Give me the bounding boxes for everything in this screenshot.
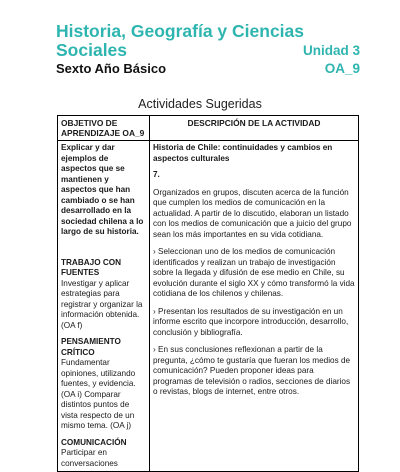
skill-title-communication: COMUNICACIÓN (61, 437, 127, 447)
table-header-row (58, 116, 359, 141)
skill-text-sources: Investigar y aplicar estrategias para registrar y organizar la información obtenida. (OA f) (61, 278, 143, 330)
skill-title-critical-thinking: PENSAMIENTO CRÍTICO (61, 337, 121, 357)
document-header (56, 22, 360, 79)
activity-paragraph: › Seleccionan uno de los medios de comunicación identificados y realizan un trabajo de investigación sobre la llegada y difusión de ese medio en Chile, su evolución durante el siglo XX y cómo transformó la vida cotidiana de los chilenos y chilenas. (153, 247, 355, 298)
objective-column-header: OBJETIVO DE APRENDIZAJE OA_9 (58, 116, 150, 141)
section-title: Actividades Sugeridas (138, 97, 262, 111)
activity-paragraph: › En sus conclusiones reflexionan a partir de la pregunta, ¿cómo te gustaría que fueran los medios de comunicación? Pueden proponer ideas para programas de televisión o radios, secciones de diarios o revistas, blogs de internet, entre otros. (153, 345, 351, 396)
unit-label: Unidad 3 (302, 43, 360, 58)
objective-cell (58, 141, 150, 472)
grade-row (56, 61, 360, 79)
grade-label: Sexto Año Básico (56, 61, 167, 76)
activity-title: Historia de Chile: continuidades y cambios en aspectos culturales (153, 143, 333, 163)
description-cell (150, 141, 359, 472)
table-row (58, 141, 359, 472)
subject-row (56, 41, 360, 60)
skill-text-critical-thinking: Fundamentar opiniones, utilizando fuentes, y evidencia. (OA i) Comparar distintos puntos de vista respecto de un mismo tema. (OA j) (61, 358, 136, 430)
activity-number: 7. (153, 170, 160, 179)
skill-title-sources: TRABAJO CON FUENTES (61, 257, 122, 277)
objective-text: Explicar y dar ejemplos de aspectos que se mantienen y aspectos que han cambiado o se han desarrollado en la sociedad chilena a lo largo de su historia. (61, 143, 144, 236)
subject-title-line2: Sociales (56, 40, 128, 60)
oa-code: OA_9 (324, 61, 360, 76)
activity-paragraph: › Presentan los resultados de su investigación en un informe escrito que incorpore introducción, desarrollo, conclusión y bibliografía. (153, 306, 349, 337)
skill-text-communication: Participar en conversaciones (61, 448, 118, 468)
description-column-header: DESCRIPCIÓN DE LA ACTIVIDAD (150, 116, 359, 141)
activities-table (57, 115, 359, 472)
subject-title-line1: Historia, Geografía y Ciencias (56, 21, 305, 41)
activity-paragraph: Organizados en grupos, discuten acerca de la función que cumplen los medios de comunicación en la actualidad. A partir de lo discutido, elaboran un listado con los medios de comunicación que a juicio del grupo sean los más importantes en su vida cotidiana. (153, 187, 352, 239)
